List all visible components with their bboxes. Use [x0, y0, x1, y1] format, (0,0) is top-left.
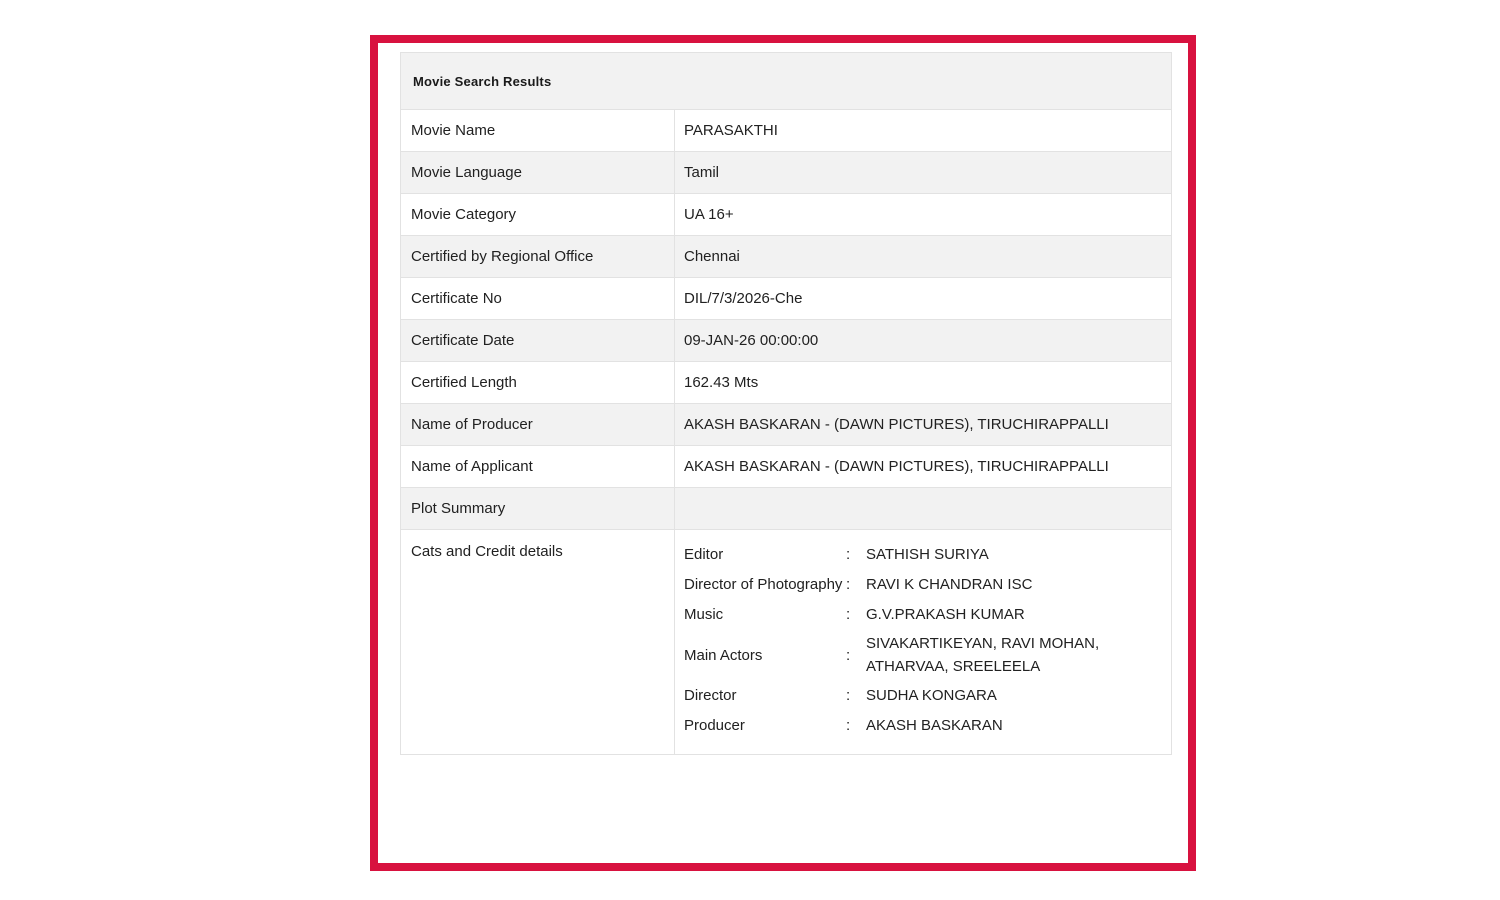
credit-name: SIVAKARTIKEYAN, RAVI MOHAN, ATHARVAA, SREELEELA	[866, 635, 1100, 675]
table-row	[401, 277, 1171, 319]
credit-item	[684, 602, 1162, 627]
credit-name: RAVI K CHANDRAN ISC	[866, 576, 1033, 593]
table-row	[401, 487, 1171, 529]
credit-colon: :	[846, 717, 851, 734]
result-frame	[370, 35, 1196, 871]
table-row	[401, 319, 1171, 361]
credit-name: G.V.PRAKASH KUMAR	[866, 606, 1025, 623]
table-row	[401, 235, 1171, 277]
credit-role: Main Actors	[684, 646, 763, 664]
credit-colon: :	[846, 546, 851, 563]
row-label: Certified by Regional Office	[401, 236, 675, 277]
row-value: 09-JAN-26 00:00:00	[684, 332, 819, 349]
table-row	[401, 109, 1171, 151]
credit-colon: :	[846, 606, 851, 623]
credit-item	[684, 632, 1162, 678]
credit-role: Music	[684, 606, 724, 623]
credit-colon: :	[846, 576, 851, 593]
credit-item	[684, 542, 1162, 567]
row-value: AKASH BASKARAN - (DAWN PICTURES), TIRUCHIRAPPALLI	[684, 416, 1109, 433]
row-value: Chennai	[684, 248, 740, 265]
table-row	[401, 445, 1171, 487]
table-row	[401, 193, 1171, 235]
row-label: Movie Category	[401, 194, 675, 235]
row-label: Certificate No	[401, 278, 675, 319]
credits-row-label: Cats and Credit details	[401, 530, 675, 754]
credit-role: Director of Photography	[684, 576, 843, 593]
movie-search-results-table	[400, 52, 1172, 755]
credit-role: Editor	[684, 546, 724, 563]
row-value	[675, 488, 1171, 529]
credit-role: Producer	[684, 717, 745, 734]
row-label: Name of Applicant	[401, 446, 675, 487]
row-label: Name of Producer	[401, 404, 675, 445]
credit-item	[684, 713, 1162, 738]
credit-name: SUDHA KONGARA	[866, 687, 997, 704]
row-value: AKASH BASKARAN - (DAWN PICTURES), TIRUCHIRAPPALLI	[684, 458, 1109, 475]
row-value: DIL/7/3/2026-Che	[684, 290, 803, 307]
row-value: 162.43 Mts	[684, 374, 759, 391]
credit-colon: :	[846, 646, 851, 664]
table-row	[401, 403, 1171, 445]
table-rows	[401, 109, 1171, 529]
credit-item	[684, 683, 1162, 708]
table-row	[401, 151, 1171, 193]
row-label: Movie Language	[401, 152, 675, 193]
credit-name: SATHISH SURIYA	[866, 546, 989, 563]
row-value: PARASAKTHI	[684, 122, 778, 139]
row-value: UA 16+	[684, 206, 734, 223]
credit-item	[684, 572, 1162, 597]
credits-row-value	[675, 530, 1171, 754]
credits-row	[401, 529, 1171, 754]
row-label: Plot Summary	[401, 488, 675, 529]
credit-role: Director	[684, 687, 737, 704]
row-value: Tamil	[684, 164, 720, 181]
table-row	[401, 361, 1171, 403]
row-label: Certificate Date	[401, 320, 675, 361]
credit-name: AKASH BASKARAN	[866, 717, 1003, 734]
credit-colon: :	[846, 687, 851, 704]
row-label: Certified Length	[401, 362, 675, 403]
table-title: Movie Search Results	[401, 53, 1171, 109]
row-label: Movie Name	[401, 110, 675, 151]
credits-list	[684, 542, 1162, 738]
